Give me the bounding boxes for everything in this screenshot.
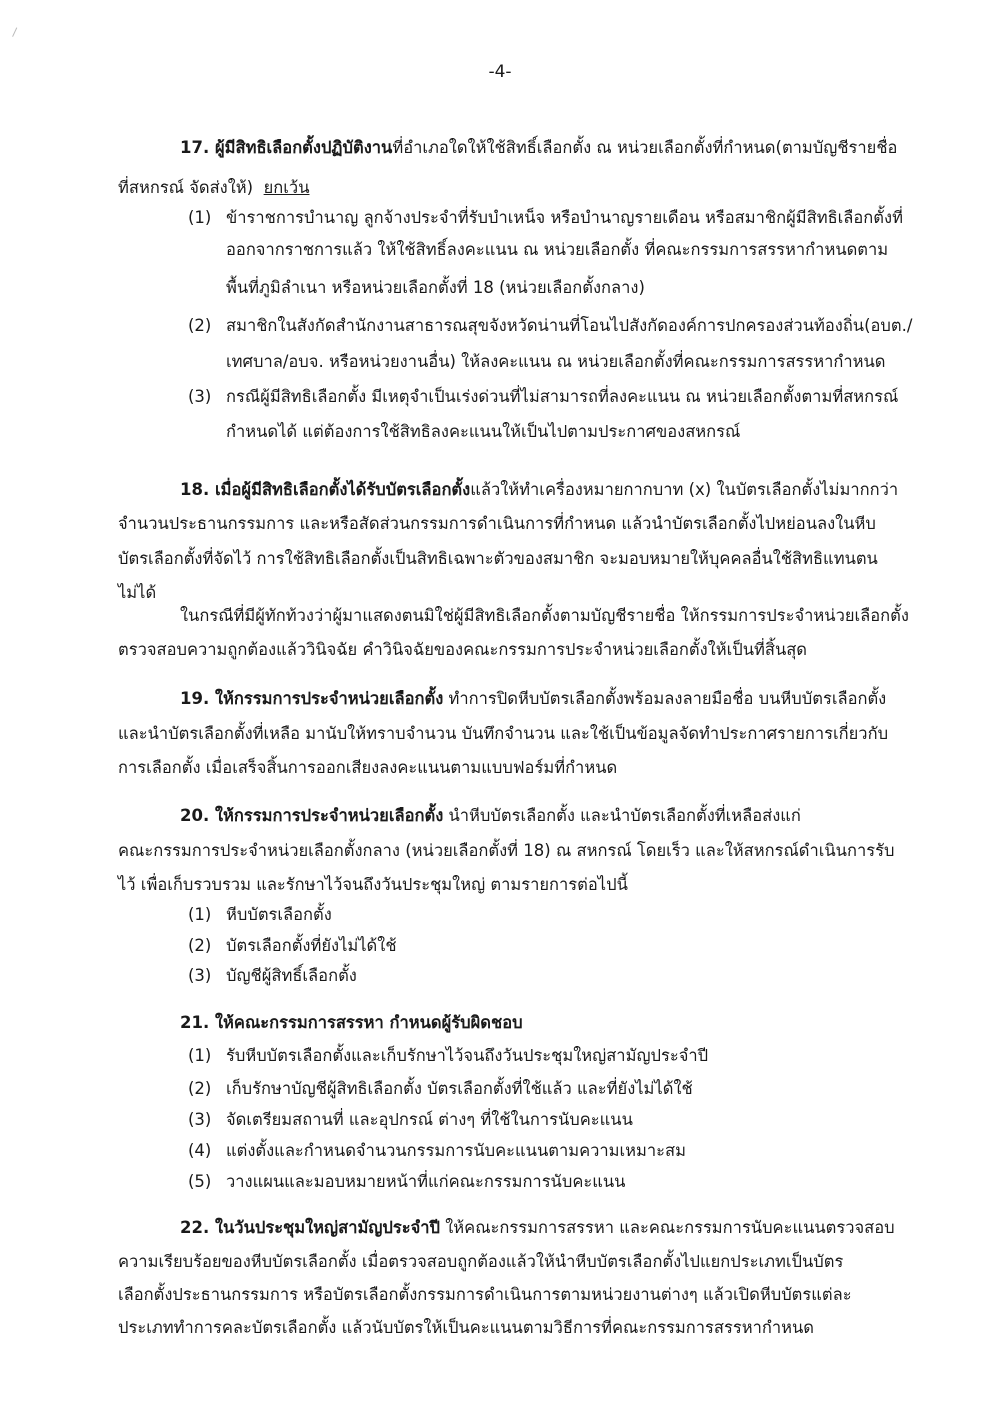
section-20-heading: 20. ให้กรรมการประจำหน่วยเลือกตั้ง: [180, 806, 444, 825]
section-19-line: การเลือกตั้ง เมื่อเสร็จสิ้นการออกเสียงลงคะแนนตามแบบฟอร์มที่กำหนด: [118, 758, 618, 777]
section-20-item: (1) หีบบัตรเลือกตั้ง: [188, 905, 332, 924]
section-20-item: (3) บัญชีผู้สิทธิ์เลือกตั้ง: [188, 966, 357, 985]
section-21-item: (2) เก็บรักษาบัญชีผู้สิทธิเลือกตั้ง บัตรเลือกตั้งที่ใช้แล้ว และที่ยังไม่ได้ใช้: [188, 1079, 693, 1098]
section-17-item-2: (2) สมาชิกในสังกัดสำนักงานสาธารณสุขจังหวัดน่านที่โอนไปสังกัดองค์การปกครองส่วนท้องถิ่น(อบต./: [188, 316, 913, 335]
section-17-item-3-cont: กำหนดได้ แต่ต้องการใช้สิทธิลงคะแนนให้เป็นไปตามประกาศของสหกรณ์: [226, 422, 741, 441]
section-21-item: (5) วางแผนและมอบหมายหน้าที่แก่คณะกรรมการนับคะแนน: [188, 1172, 626, 1191]
section-20-line: ไว้ เพื่อเก็บรวบรวม และรักษาไว้จนถึงวันประชุมใหญ่ ตามรายการต่อไปนี้: [118, 875, 628, 894]
section-18-line-1: 18. เมื่อผู้มีสิทธิเลือกตั้งได้รับบัตรเลือกตั้งแล้วให้ทำเครื่องหมายกากบาท (x) ในบัตรเลือกตั้งไม่มากกว่า: [180, 480, 899, 499]
section-22-line: ความเรียบร้อยของหีบบัตรเลือกตั้ง เมื่อตรวจสอบถูกต้องแล้วให้นำหีบบัตรเลือกตั้งไปแยกประเภทเป็นบัตร: [118, 1252, 844, 1271]
section-17-item-1-cont: พื้นที่ภูมิลำเนา หรือหน่วยเลือกตั้งที่ 18 (หน่วยเลือกตั้งกลาง): [226, 278, 645, 297]
section-22-line-1: 22. ในวันประชุมใหญ่สามัญประจำปี ให้คณะกรรมการสรรหา และคณะกรรมการนับคะแนนตรวจสอบ: [180, 1218, 895, 1237]
section-19-heading: 19. ให้กรรมการประจำหน่วยเลือกตั้ง: [180, 689, 444, 708]
section-21-item: (4) แต่งตั้งและกำหนดจำนวนกรรมการนับคะแนนตามความเหมาะสม: [188, 1141, 686, 1160]
section-18-para-2: ในกรณีที่มีผู้ทักท้วงว่าผู้มาแสดงตนมิใช่ผู้มีสิทธิเลือกตั้งตามบัญชีรายชื่อ ให้กรรมการประจำหน่วยเลือกตั้ง: [180, 606, 909, 625]
section-17-line-2: ที่สหกรณ์ จัดส่งให้) ยกเว้น: [118, 178, 310, 197]
section-17-item-2-cont: เทศบาล/อบจ. หรือหน่วยงานอื่น) ให้ลงคะแนน ณ หน่วยเลือกตั้งที่คณะกรรมการสรรหากำหนด: [226, 352, 886, 371]
section-17-heading: 17. ผู้มีสิทธิเลือกตั้งปฏิบัติงาน: [180, 138, 393, 157]
section-18-line: บัตรเลือกตั้งที่จัดไว้ การใช้สิทธิเลือกตั้งเป็นสิทธิเฉพาะตัวของสมาชิก จะมอบหมายให้บุคคลอื่นใช้สิทธิแทนตน: [118, 549, 878, 568]
section-21-item: (1) รับหีบบัตรเลือกตั้งและเก็บรักษาไว้จนถึงวันประชุมใหญ่สามัญประจำปี: [188, 1046, 709, 1065]
section-17-item-3: (3) กรณีผู้มีสิทธิเลือกตั้ง มีเหตุจำเป็นเร่งด่วนที่ไม่สามารถที่ลงคะแนน ณ หน่วยเลือกตั้งตามที่สหกรณ์: [188, 387, 899, 406]
section-18-para-2: ตรวจสอบความถูกต้องแล้ววินิจฉัย คำวินิจฉัยของคณะกรรมการประจำหน่วยเลือกตั้งให้เป็นที่สิ้นสุด: [118, 640, 808, 659]
section-17-line-1: 17. ผู้มีสิทธิเลือกตั้งปฏิบัติงานที่อำเภอใดให้ใช้สิทธิ์เลือกตั้ง ณ หน่วยเลือกตั้งที่กำหนด(ตามบัญชีรายชื่อ: [180, 138, 898, 157]
section-20-line-1: 20. ให้กรรมการประจำหน่วยเลือกตั้ง นำหีบบัตรเลือกตั้ง และนำบัตรเลือกตั้งที่เหลือส่งแก่: [180, 806, 801, 825]
section-21-item: (3) จัดเตรียมสถานที่ และอุปกรณ์ ต่างๆ ที่ใช้ในการนับคะแนน: [188, 1110, 633, 1129]
section-22-line: ประเภททำการคละบัตรเลือกตั้ง แล้วนับบัตรให้เป็นคะแนนตามวิธีการที่คณะกรรมการสรรหากำหนด: [118, 1318, 814, 1337]
page-number: -4-: [488, 62, 512, 82]
section-21-heading: 21. ให้คณะกรรมการสรรหา กำหนดผู้รับผิดชอบ: [180, 1013, 523, 1032]
except-label: ยกเว้น: [263, 178, 310, 197]
section-20-item: (2) บัตรเลือกตั้งที่ยังไม่ได้ใช้: [188, 936, 397, 955]
section-22-line: เลือกตั้งประธานกรรมการ หรือบัตรเลือกตั้งกรรมการดำเนินการตามหน่วยงานต่างๆ แล้วเปิดหีบบัตรแต่ละ: [118, 1285, 852, 1304]
scan-mark: [12, 27, 21, 38]
section-20-line: คณะกรรมการประจำหน่วยเลือกตั้งกลาง (หน่วยเลือกตั้งที่ 18) ณ สหกรณ์ โดยเร็ว และให้สหกรณ์ดำเนินการรับ: [118, 841, 895, 860]
section-19-line-1: 19. ให้กรรมการประจำหน่วยเลือกตั้ง ทำการปิดหีบบัตรเลือกตั้งพร้อมลงลายมือชื่อ บนหีบบัตรเลือกตั้ง: [180, 689, 887, 708]
section-18-heading: 18. เมื่อผู้มีสิทธิเลือกตั้งได้รับบัตรเลือกตั้ง: [180, 480, 471, 499]
section-17-item-1-cont: ออกจากราชการแล้ว ให้ใช้สิทธิ์ลงคะแนน ณ หน่วยเลือกตั้ง ที่คณะกรรมการสรรหากำหนดตาม: [226, 240, 889, 259]
section-18-line: จำนวนประธานกรรมการ และหรือสัดส่วนกรรมการดำเนินการที่กำหนด แล้วนำบัตรเลือกตั้งไปหย่อนลงในหีบ: [118, 514, 876, 533]
section-17-item-1: (1) ข้าราชการบำนาญ ลูกจ้างประจำที่รับบำเหน็จ หรือบำนาญรายเดือน หรือสมาชิกผู้มีสิทธิเลือกตั้งที่: [188, 208, 903, 227]
section-18-line: ไม่ได้: [118, 583, 157, 602]
section-22-heading: 22. ในวันประชุมใหญ่สามัญประจำปี: [180, 1218, 440, 1237]
section-19-line: และนำบัตรเลือกตั้งที่เหลือ มานับให้ทราบจำนวน บันทึกจำนวน และใช้เป็นข้อมูลจัดทำประกาศรายการเกี่ยวกับ: [118, 724, 889, 743]
